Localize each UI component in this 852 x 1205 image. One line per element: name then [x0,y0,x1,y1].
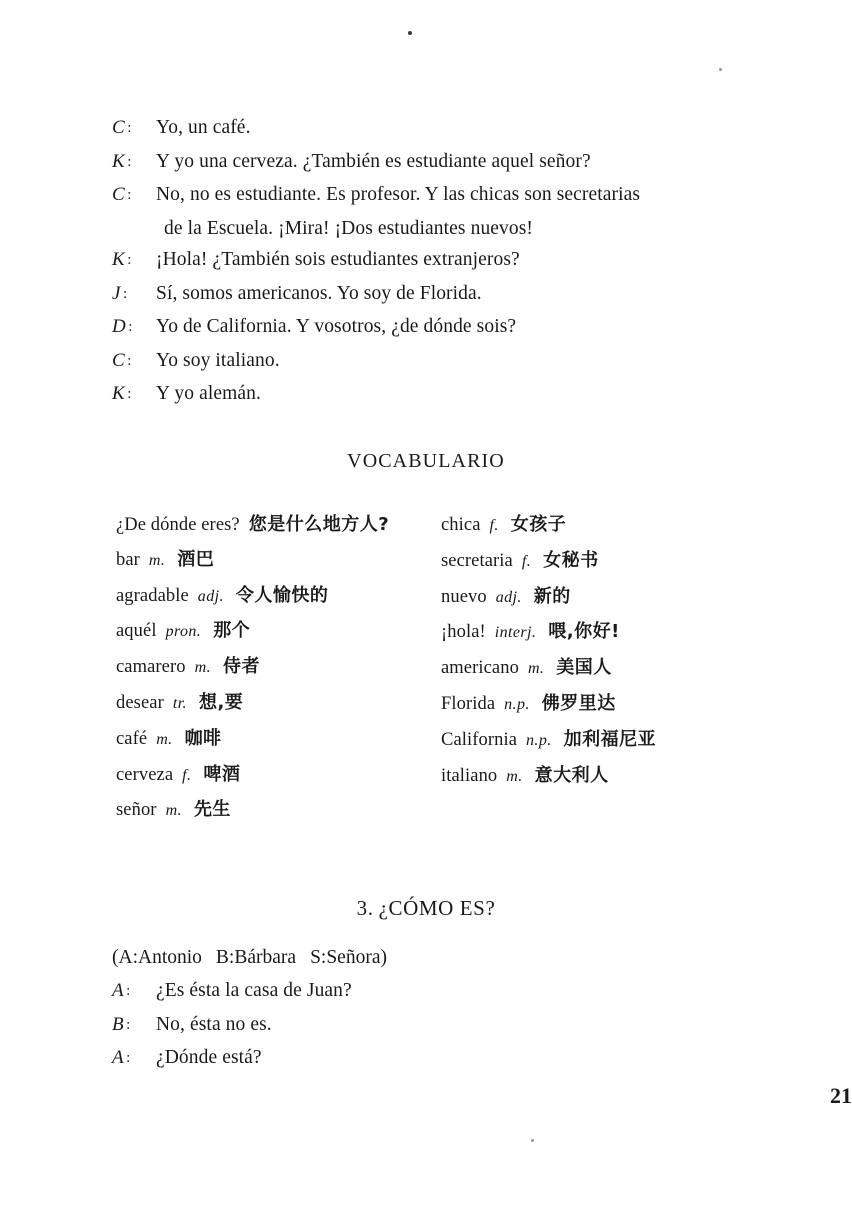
dialogue-text: Sí, somos americanos. Yo soy de Florida. [156,282,482,304]
vocabulary-term: cerveza [116,764,174,785]
vocabulary-term: aquél [116,621,157,642]
vocabulary-entry [116,614,446,650]
dialogue-speaker: A : [112,1047,131,1068]
dialogue-line [112,1009,772,1043]
cast-open-paren: ( [112,947,119,968]
vocabulary-term: café [116,728,148,749]
vocabulary-entry [116,508,446,543]
vocabulary-term: agradable [116,585,189,606]
vocabulary-part-of-speech: m. [156,730,173,748]
vocabulary-part-of-speech: f. [182,766,192,784]
dialogue-speaker: K : [112,150,132,172]
dialogue-speaker-colon: : [127,187,132,203]
vocabulary-term: desear [116,692,164,713]
dialogue-text: Yo soy italiano. [156,349,280,371]
vocabulary-part-of-speech: m. [194,659,211,677]
vocabulary-term: Florida [441,693,496,714]
dialogue-speaker-colon: : [126,983,131,999]
page-number: 21 [830,1083,852,1108]
vocabulary-entry [116,579,446,615]
vocabulary-entry [116,758,446,794]
vocabulary-entry [116,722,446,758]
dialogue-line [112,378,772,412]
vocabulary-part-of-speech: adj. [495,588,522,606]
dialogue-top [112,112,772,412]
vocabulary-term: California [441,729,518,750]
vocabulary-entry [116,650,446,686]
dialogue-speaker-colon: : [127,153,132,170]
vocabulary-term: secretaria [441,550,513,571]
dialogue-speaker-colon: : [122,285,128,302]
vocabulary-part-of-speech: n.p. [504,695,530,713]
cast-s: S:Señora [310,947,381,968]
dialogue-text: No, ésta no es. [156,1013,272,1035]
vocabulary-term: italiano [441,765,498,786]
vocabulary-entry [116,793,446,829]
vocabulary-entry [441,508,771,544]
vocabulary-part-of-speech: m. [527,660,545,678]
dialogue-speaker-colon: : [128,319,133,335]
dialogue-line [112,975,772,1009]
dialogue-speaker-colon: : [126,1050,131,1066]
vocabulary-part-of-speech: m. [506,767,523,785]
dialogue-speaker-colon: : [126,1016,131,1033]
vocabulary-part-of-speech: pron. [165,623,202,641]
vocabulary-chinese-gloss: 加利福尼亚 [563,728,657,750]
vocabulary-chinese-gloss: 想,要 [198,691,244,713]
dialogue-line [112,244,772,278]
vocabulary-term: bar [116,549,140,570]
vocabulary-section [0,508,852,821]
vocabulary-term: señor [116,800,157,821]
vocabulary-part-of-speech: interj. [494,624,537,642]
vocabulary-chinese-gloss: 酒巴 [177,548,215,570]
dialogue-text: Yo, un café. [156,117,251,138]
dialogue-speaker: A : [112,980,131,1001]
vocabulary-heading: VOCABULARIO [347,450,505,472]
dialogue-line [112,213,772,245]
cast-close-paren: ) [380,947,387,968]
dialogue-line [112,345,772,379]
vocabulary-chinese-gloss: 意大利人 [534,764,609,786]
dialogue-speaker-colon: : [127,386,132,402]
dialogue-line [112,112,772,146]
vocabulary-chinese-gloss: 新的 [533,585,571,607]
vocabulary-entry [441,580,771,616]
dialogue-speaker: K : [112,249,132,270]
dialogue-speaker: J : [112,282,128,304]
dialogue-text: de la Escuela. ¡Mira! ¡Dos estudiantes nuevos! [164,217,534,239]
vocabulary-entry [441,544,771,580]
dialogue-speaker-colon: : [127,352,132,369]
vocabulary-entry [441,723,771,759]
scan-speck-icon [719,68,722,71]
vocabulary-column-right [441,508,771,794]
vocabulary-entry [441,615,771,651]
vocabulary-term: chica [441,515,481,535]
vocabulary-part-of-speech: f. [489,517,499,534]
dialogue-line [112,146,772,180]
dialogue-text: ¿Dónde está? [156,1047,262,1068]
scan-speck-icon [408,31,412,35]
vocabulary-term: camarero [116,657,186,678]
dialogue-speaker-colon: : [127,120,132,136]
vocabulary-column-left [116,508,446,829]
vocabulary-entry [441,687,771,723]
section-three-heading [0,896,852,921]
dialogue-text: Yo de California. Y vosotros, ¿de dónde sois? [156,316,517,337]
dialogue-speaker: C : [112,349,132,371]
vocabulary-chinese-gloss: 女秘书 [543,549,599,571]
dialogue-line [112,311,772,345]
dialogue-speaker: C : [112,117,132,138]
dialogue-text: ¿Es ésta la casa de Juan? [156,980,352,1001]
vocabulary-chinese-gloss: 先生 [193,799,231,821]
cast-list [112,943,387,973]
dialogue-text: Y yo una cerveza. ¿También es estudiante aquel señor? [156,150,591,172]
vocabulary-entry [116,543,446,579]
dialogue-speaker: D : [112,316,133,337]
dialogue-text: ¡Hola! ¿También sois estudiantes extranjeros? [156,249,520,270]
vocabulary-chinese-gloss: 佛罗里达 [541,692,616,714]
vocabulary-chinese-gloss: 您是什么地方人? [248,514,390,535]
scan-speck-icon [531,1139,534,1142]
cast-a: A:Antonio [118,947,202,968]
vocabulary-entry [441,759,771,795]
section-title: ¿CÓMO ES? [378,896,496,920]
vocabulary-part-of-speech: m. [148,551,166,569]
vocabulary-entry [116,686,446,722]
dialogue-line [112,1042,772,1076]
vocabulary-chinese-gloss: 美国人 [556,657,612,679]
vocabulary-part-of-speech: n.p. [526,731,552,749]
dialogue-line [112,278,772,312]
dialogue-text: Y yo alemán. [156,383,261,404]
vocabulary-chinese-gloss: 那个 [213,620,251,642]
vocabulary-chinese-gloss: 女孩子 [510,514,567,535]
vocabulary-part-of-speech: m. [165,802,182,820]
vocabulary-part-of-speech: adj. [197,587,224,605]
dialogue-text: No, no es estudiante. Es profesor. Y las chicas son secretarias [156,184,641,205]
dialogue-line [112,179,772,213]
vocabulary-chinese-gloss: 令人愉快的 [235,584,329,606]
section-number: 3. [356,896,374,920]
dialogue-speaker-colon: : [127,252,132,268]
cast-b: B:Bárbara [215,947,297,968]
dialogue-section-three [112,975,772,1076]
dialogue-speaker: C : [112,184,132,205]
vocabulary-chinese-gloss: 咖啡 [184,727,222,749]
vocabulary-chinese-gloss: 侍者 [222,656,260,678]
vocabulary-chinese-gloss: 啤酒 [203,763,241,785]
vocabulary-entry [441,651,771,687]
vocabulary-term: nuevo [441,586,487,607]
vocabulary-term: americano [441,658,519,679]
dialogue-speaker: K : [112,383,132,404]
vocabulary-part-of-speech: f. [521,552,532,570]
vocabulary-chinese-gloss: 喂,你好! [548,621,620,643]
vocabulary-part-of-speech: tr. [172,694,187,712]
dialogue-speaker: B : [112,1013,131,1035]
vocabulary-term: ¿De dónde eres? [116,515,240,535]
vocabulary-term: ¡hola! [441,622,486,643]
